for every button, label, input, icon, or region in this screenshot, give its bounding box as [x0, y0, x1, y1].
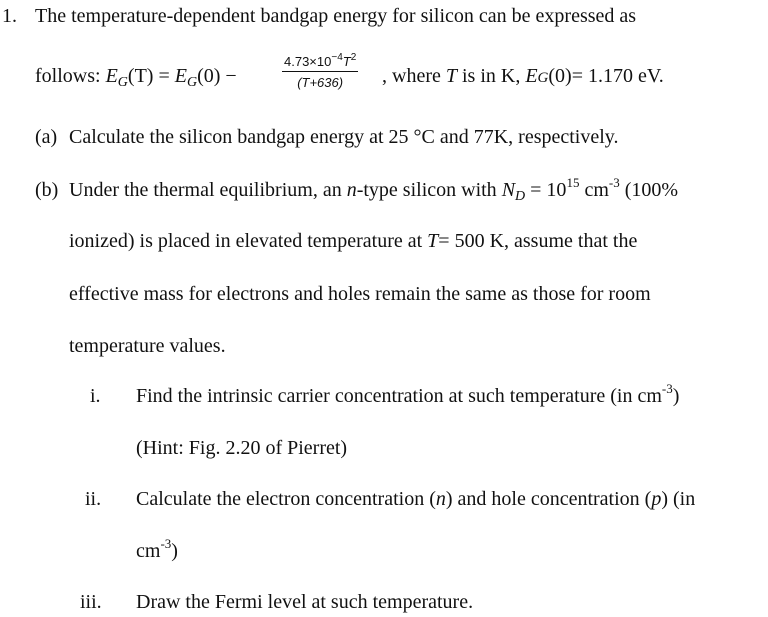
sub-ii-line-1: Calculate the electron concentration (n) and hole concentration (p) (in	[136, 488, 696, 510]
sub-ii-label: ii.	[85, 488, 102, 510]
part-b-label: (b)	[35, 179, 59, 201]
formula-fraction	[282, 54, 358, 90]
formula-lhs-argument: (T)	[127, 65, 154, 87]
part-b-line-1: Under the thermal equilibrium, an n-type silicon with $N_D = 10^{15}$ $cm^{-3}$ (100%	[69, 175, 679, 204]
part-b-line-4: temperature values.	[69, 335, 226, 357]
sub-ii-line-2: $cm^{-3}$)	[136, 536, 178, 562]
formula-lhs-subscript: G	[117, 75, 128, 90]
sub-iii-label: iii.	[80, 591, 102, 613]
part-a-label: (a)	[35, 126, 58, 148]
fraction-denominator: (T+636)	[297, 75, 344, 90]
formula-minus: −	[225, 65, 237, 87]
fraction-numerator: $4.73\times 10^{-4}T^2$	[284, 52, 357, 69]
formula-rhs-subscript: G	[186, 75, 198, 90]
part-b-line-2: ionized) is placed in elevated temperature at T= 500 K, assume that the	[69, 230, 638, 252]
problem-intro: The temperature-dependent bandgap energy for silicon can be expressed as	[35, 5, 637, 27]
part-b-line-3: effective mass for electrons and holes remain the same as those for room	[69, 283, 651, 305]
formula-line	[35, 65, 237, 90]
formula-where-clause: , where T is in K, EG(0)= 1.170 eV.	[382, 65, 664, 87]
sub-i-hint: (Hint: Fig. 2.20 of Pierret)	[136, 437, 348, 459]
formula-rhs-symbol: E	[174, 65, 187, 87]
formula-rhs-argument: (0)	[197, 65, 221, 87]
sub-i-line-1: Find the intrinsic carrier concentration at such temperature (in $cm^{-3}$)	[136, 381, 680, 407]
follows-label: follows:	[35, 65, 101, 87]
problem-number: 1.	[2, 5, 17, 27]
formula-lhs-symbol: E	[105, 65, 118, 87]
part-a-text: Calculate the silicon bandgap energy at 25 °C and 77K, respectively.	[69, 126, 619, 148]
sub-i-label: i.	[90, 385, 101, 407]
formula-equals: =	[158, 65, 170, 87]
sub-iii-text: Draw the Fermi level at such temperature.	[136, 591, 474, 613]
